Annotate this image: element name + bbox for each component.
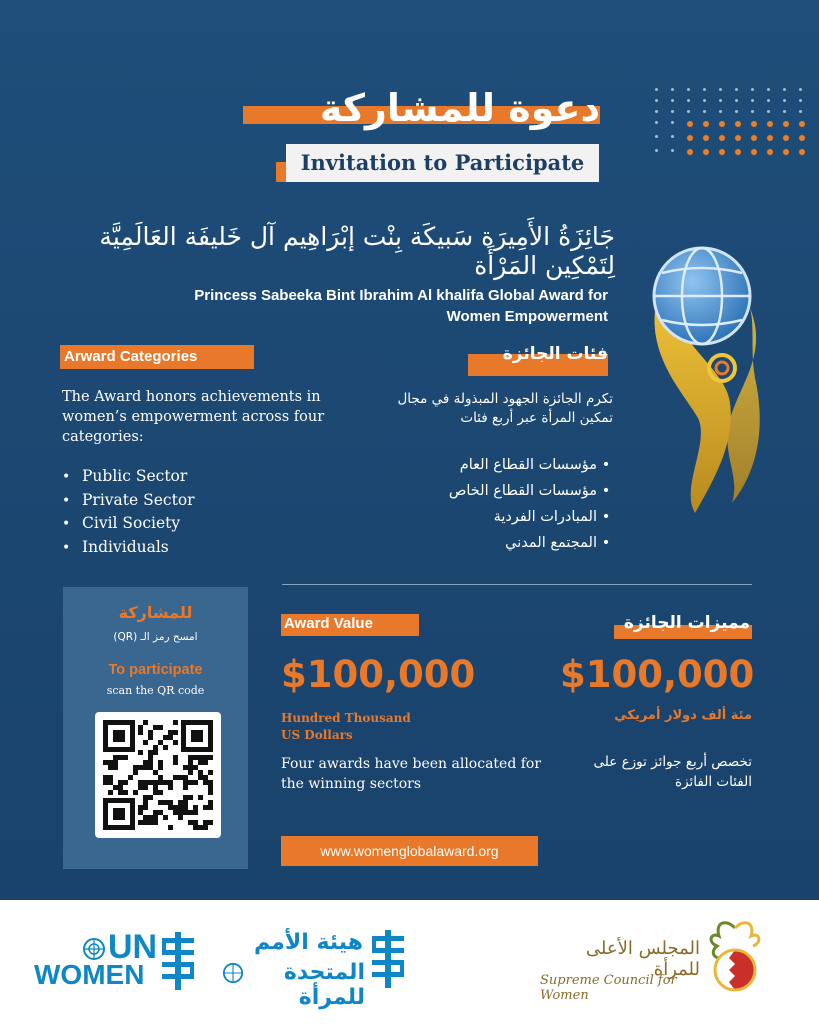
decor-dot (719, 121, 725, 127)
decor-dot (799, 99, 802, 102)
decor-dot (751, 99, 754, 102)
dot-grid-decoration (655, 88, 809, 155)
categories-desc-en: The Award honors achievements in women’s empowerment across four categories: (62, 389, 325, 445)
decor-dot (719, 135, 725, 141)
award-name-line1: Princess Sabeeka Bint Ibrahim Al khalifa Global Award for (194, 287, 608, 304)
unwomen-logo-un: UN (108, 928, 158, 966)
council-name-en: Supreme Council for Women (540, 973, 677, 1003)
qr-code-icon (95, 712, 221, 838)
decor-dot (751, 121, 757, 127)
decor-dot (735, 88, 738, 91)
un-emblem-small-icon (222, 962, 244, 984)
list-item: • Private Sector (62, 489, 195, 513)
amount-words-line2: US Dollars (281, 728, 353, 742)
footer-logos (0, 900, 819, 1024)
decor-dot (767, 149, 773, 155)
award-name-line2: Women Empowerment (446, 308, 608, 325)
decor-dot (671, 121, 674, 124)
categories-list-ar (360, 452, 615, 556)
amount-words-line1: Hundred Thousand (281, 711, 411, 725)
decor-dot (767, 110, 770, 113)
decor-dot (655, 149, 658, 152)
unwomen-symbol-icon (160, 932, 196, 990)
decor-dot (735, 121, 741, 127)
decor-dot (671, 88, 674, 91)
decor-dot (687, 110, 690, 113)
award-globe-logo-icon (640, 228, 770, 518)
unwomen-logo-women: WOMEN (34, 959, 145, 990)
award-desc-ar (560, 752, 752, 792)
decor-dot (783, 121, 789, 127)
title-arabic: دعوة للمشاركة (319, 86, 600, 130)
decor-dot (783, 99, 786, 102)
decor-dot (719, 88, 722, 91)
decor-dot (751, 88, 754, 91)
list-item: • المجتمع المدني (360, 530, 615, 556)
participate-sub-en: scan the QR code (106, 684, 205, 697)
decor-dot (751, 135, 757, 141)
decor-dot (767, 99, 770, 102)
decor-dot (799, 110, 802, 113)
decor-dot (655, 110, 658, 113)
unwomen-ar-line2: المتحدة للمرأة (283, 960, 365, 1010)
decor-dot (655, 121, 658, 124)
decor-dot (767, 135, 773, 141)
list-item: • Individuals (62, 536, 195, 560)
decor-dot (735, 135, 741, 141)
decor-dot (751, 149, 757, 155)
decor-dot (703, 135, 709, 141)
decor-dot (687, 135, 693, 141)
award-name-arabic: جَائِزَةُ الأَمِيرَة سَبيكَة بِنْت إبْرَاهِيم آل خَليفَة العَالَمِيَّة لِتَمْكِين المَرْأَة (99, 222, 615, 280)
unwomen-ar-line1: هيئة الأمم (253, 930, 363, 955)
award-amount-words-en (281, 710, 411, 744)
section-divider (282, 584, 752, 585)
award-amount-ar: $100,000 (560, 653, 755, 696)
decor-dot (671, 110, 674, 113)
list-item: • Public Sector (62, 465, 195, 489)
award-amount-en: $100,000 (281, 653, 476, 696)
un-emblem-icon (82, 937, 106, 961)
list-item: • مؤسسات القطاع الخاص (360, 478, 615, 504)
decor-dot (687, 149, 693, 155)
decor-dot (799, 135, 805, 141)
decor-dot (703, 121, 709, 127)
decor-dot (655, 135, 658, 138)
decor-dot (767, 121, 773, 127)
list-item: • Civil Society (62, 512, 195, 536)
award-amount-words-ar: مئة ألف دولار أمريكي (614, 708, 752, 723)
award-value-label-ar: مميزات الجائزة (623, 613, 750, 633)
unwomen-ar-symbol-icon (370, 930, 406, 988)
decor-dot (671, 99, 674, 102)
decor-dot (655, 88, 658, 91)
list-item: • المبادرات الفردية (360, 504, 615, 530)
council-emblem-icon (705, 918, 765, 1003)
decor-dot (799, 121, 805, 127)
decor-dot (703, 99, 706, 102)
qr-code[interactable] (95, 712, 221, 838)
decor-dot (735, 99, 738, 102)
title-english: Invitation to Participate (286, 144, 599, 182)
decor-dot (735, 110, 738, 113)
categories-label-ar: فئات الجائزة (502, 344, 608, 364)
decor-dot (783, 149, 789, 155)
categories-label-en: Arward Categories (60, 345, 254, 369)
decor-dot (735, 149, 741, 155)
decor-dot (703, 149, 709, 155)
award-name-english (60, 285, 608, 327)
categories-desc-ar-line2: تمكين المرأة عبر أربع فئات (460, 410, 613, 426)
decor-dot (703, 110, 706, 113)
decor-dot (655, 99, 658, 102)
decor-dot (767, 88, 770, 91)
decor-dot (783, 135, 789, 141)
decor-dot (719, 99, 722, 102)
list-item: • مؤسسات القطاع العام (360, 452, 615, 478)
decor-dot (799, 149, 805, 155)
council-name-ar: المجلس الأعلى للمرأة (585, 938, 700, 980)
decor-dot (671, 149, 674, 152)
decor-dot (687, 99, 690, 102)
decor-dot (783, 110, 786, 113)
categories-desc-ar (355, 390, 613, 428)
decor-dot (783, 88, 786, 91)
decor-dot (719, 149, 725, 155)
participate-sub-ar: امسح رمز الـ (QR) (113, 631, 198, 643)
website-link[interactable]: www.womenglobalaward.org (281, 836, 538, 866)
categories-desc-ar-line1: تكرم الجائزة الجهود المبذولة في مجال (397, 391, 613, 407)
decor-dot (687, 88, 690, 91)
award-desc-ar-line2: الفئات الفائزة (675, 774, 752, 790)
award-desc-ar-line1: تخصص أربع جوائز توزع على (593, 754, 752, 770)
decor-dot (719, 110, 722, 113)
award-desc-en: Four awards have been allocated for the winning sectors (281, 756, 542, 792)
participate-title-ar: للمشاركة (118, 603, 193, 622)
participate-title-en: To participate (108, 662, 203, 678)
decor-dot (799, 88, 802, 91)
decor-dot (671, 135, 674, 138)
award-value-label-en: Award Value (281, 614, 419, 636)
decor-dot (703, 88, 706, 91)
decor-dot (751, 110, 754, 113)
categories-list-en (62, 465, 195, 559)
decor-dot (687, 121, 693, 127)
